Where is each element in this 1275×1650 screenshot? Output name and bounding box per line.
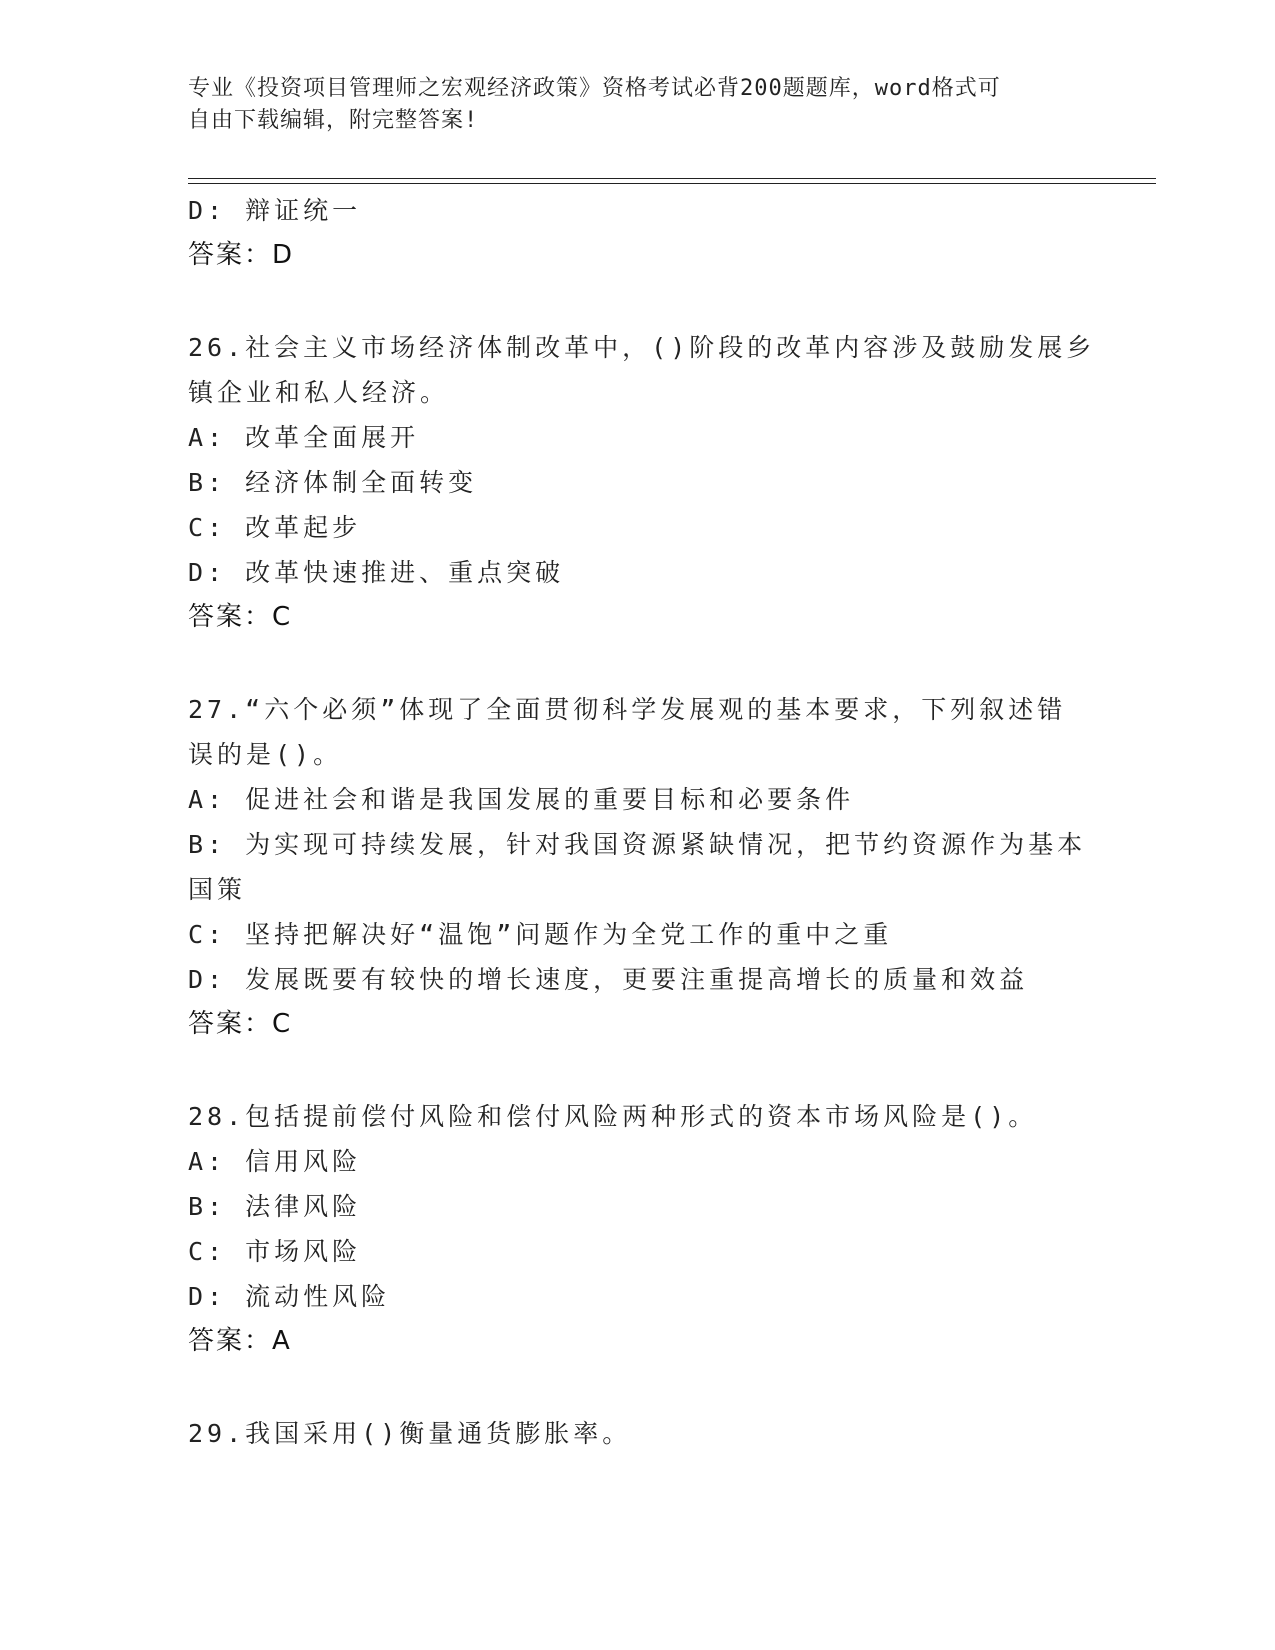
q27-option-c: C: 坚持把解决好“温饱”问题作为全党工作的重中之重 xyxy=(188,920,893,949)
q28-option-a: A: 信用风险 xyxy=(188,1147,362,1176)
header-line-1: 专业《投资项目管理师之宏观经济政策》资格考试必背200题题库，word格式可 xyxy=(188,76,1001,101)
q28-option-d: D: 流动性风险 xyxy=(188,1282,391,1311)
q26-text-line-1: 26.社会主义市场经济体制改革中，()阶段的改革内容涉及鼓励发展乡 xyxy=(188,333,1096,362)
q26-option-a: A: 改革全面展开 xyxy=(188,423,420,452)
q26-answer: 答案：C xyxy=(188,602,293,632)
q26-option-d: D: 改革快速推进、重点突破 xyxy=(188,558,565,587)
q28-text-line-1: 28.包括提前偿付风险和偿付风险两种形式的资本市场风险是()。 xyxy=(188,1102,1038,1131)
q27-option-a: A: 促进社会和谐是我国发展的重要目标和必要条件 xyxy=(188,785,855,814)
header-divider-top xyxy=(188,178,1156,179)
q28-answer: 答案：A xyxy=(188,1326,292,1356)
q27-text-line-1: 27.“六个必须”体现了全面贯彻科学发展观的基本要求，下列叙述错 xyxy=(188,695,1067,724)
q26-text-line-2: 镇企业和私人经济。 xyxy=(188,378,450,407)
question-27 xyxy=(188,687,1088,1047)
q28-option-b: B: 法律风险 xyxy=(188,1192,362,1221)
q25-option-d: D: 辩证统一 xyxy=(188,196,362,225)
page-header xyxy=(188,73,1068,137)
question-28 xyxy=(188,1094,1088,1364)
spacer xyxy=(188,640,1088,687)
question-29 xyxy=(188,1411,1088,1456)
q28-option-c: C: 市场风险 xyxy=(188,1237,362,1266)
q29-text-line-1: 29.我国采用()衡量通货膨胀率。 xyxy=(188,1419,632,1448)
header-divider-bottom xyxy=(188,183,1156,184)
question-26 xyxy=(188,325,1096,640)
spacer xyxy=(188,278,1088,325)
question-content xyxy=(188,188,1096,1456)
q26-option-b: B: 经济体制全面转变 xyxy=(188,468,478,497)
q27-text-line-2: 误的是()。 xyxy=(188,740,343,769)
q26-option-c: C: 改革起步 xyxy=(188,513,362,542)
spacer xyxy=(188,1047,1088,1094)
q25-answer: 答案：D xyxy=(188,240,295,270)
header-line-2: 自由下载编辑，附完整答案! xyxy=(188,108,479,133)
q27-answer: 答案：C xyxy=(188,1009,293,1039)
q27-option-b-line-2: 国策 xyxy=(188,875,247,904)
q27-option-d: D: 发展既要有较快的增长速度，更要注重提高增长的质量和效益 xyxy=(188,965,1029,994)
q27-option-b-line-1: B: 为实现可持续发展，针对我国资源紧缺情况，把节约资源作为基本 xyxy=(188,830,1087,859)
spacer xyxy=(188,1364,1088,1411)
